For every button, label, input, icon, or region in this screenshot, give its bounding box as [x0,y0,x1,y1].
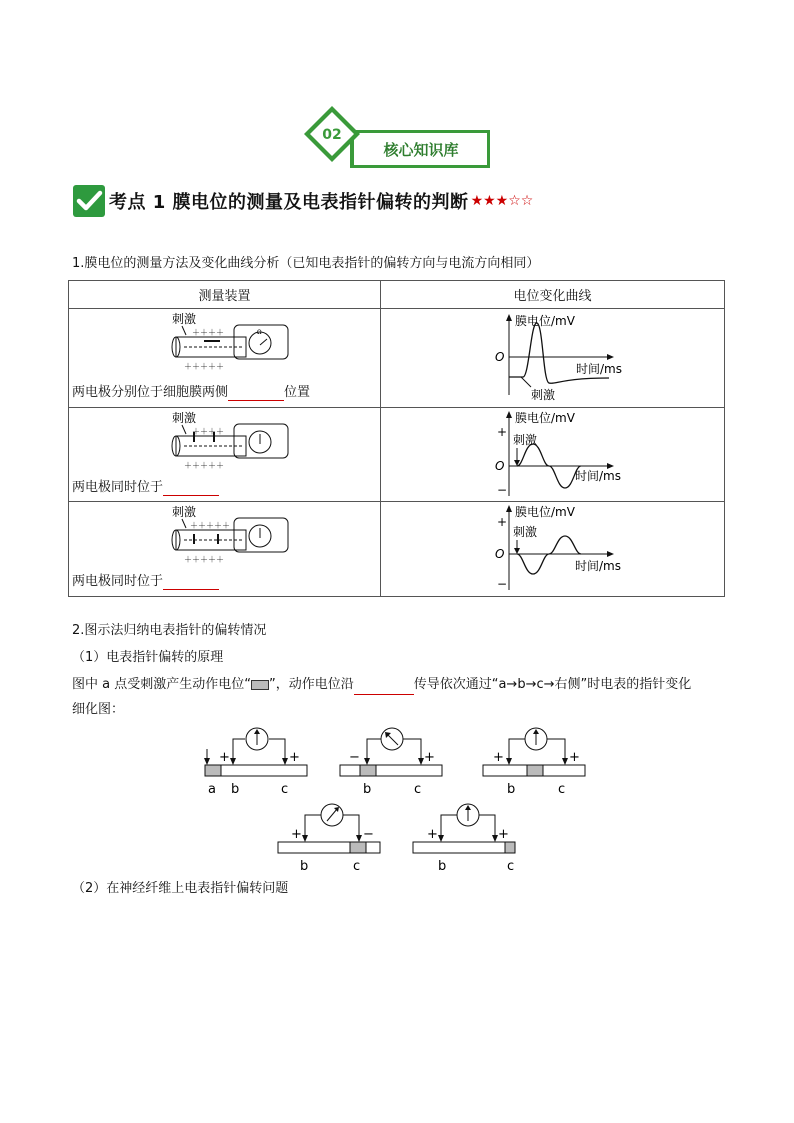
point-c-label: c [281,782,289,797]
x-axis-label: 时间/ms [576,362,622,376]
section-banner [304,104,494,170]
point-a-label: a [208,782,216,797]
p4-part-c: 传导依次通过“a→b→c→右侧”时电表的指针变化 [413,677,692,692]
point-c-label: c [507,859,515,874]
galvanometer-figures [195,725,605,875]
svg-text:＋＋＋＋＋: ＋＋＋＋＋ [184,461,224,470]
section-title: 考点 1 膜电位的测量及电表指针偏转的判断 [109,192,469,213]
y-axis-label: 膜电位/mV [515,505,575,519]
table-row [69,502,725,597]
row-caption: 两电极同时位于 [72,574,164,589]
answer-blank[interactable] [163,480,219,496]
table-header-curve: 电位变化曲线 [381,281,725,309]
origin-label: O [495,547,505,561]
table-row [69,408,725,502]
y-axis-label: 膜电位/mV [515,314,575,328]
difficulty-stars: ★★★☆☆ [470,193,534,209]
figure-step-2 [340,728,442,797]
point-b-label: b [363,782,372,797]
plus-label: + [497,425,508,439]
potential-curve-biphasic-reverse [491,502,731,594]
point-c-label: c [558,782,566,797]
point-c-label: c [353,859,361,874]
svg-text:Ω: Ω [257,329,262,336]
potential-curve-action [491,311,731,405]
stimulus-mark: 刺激 [531,388,556,402]
paragraph-1: 1.膜电位的测量方法及变化曲线分析（已知电表指针的偏转方向与电流方向相同） [72,256,540,271]
paragraph-3: （1）电表指针偏转的原理 [72,650,224,665]
point-c-label: c [414,782,422,797]
point-b-label: b [300,859,309,874]
figure-step-3 [483,728,585,797]
potential-curve-biphasic [491,408,731,500]
electrode-device-diagram [164,504,304,568]
plus-label: + [497,515,508,529]
svg-text:＋＋＋＋: ＋＋＋＋ [192,328,224,337]
table-header-device: 测量装置 [69,281,381,309]
section-heading [73,184,533,218]
answer-blank[interactable] [163,574,219,590]
plus-label: + [289,750,300,765]
minus-label: − [349,750,360,765]
row-caption: 两电极同时位于 [72,480,164,495]
electrode-device-diagram [164,410,304,474]
svg-text:＋＋＋＋＋: ＋＋＋＋＋ [190,521,230,530]
stimulus-label: 刺激 [172,411,197,425]
plus-label: + [219,750,230,765]
stimulus-mark: 刺激 [513,433,538,447]
plus-label: + [424,750,435,765]
action-potential-icon [251,680,269,690]
point-b-label: b [231,782,240,797]
answer-blank[interactable] [354,676,414,695]
plus-label: + [427,827,438,842]
svg-text:＋＋＋＋＋: ＋＋＋＋＋ [184,555,224,564]
origin-label: O [495,350,505,364]
stimulus-mark: 刺激 [513,525,538,539]
svg-text:＋＋＋＋: ＋＋＋＋ [192,427,224,436]
paragraph-4 [72,676,691,695]
plus-label: + [493,750,504,765]
figure-step-1 [204,728,307,797]
p4-part-a: 图中 a 点受刺激产生动作电位“ [72,677,251,692]
row-caption-tail: 位置 [284,385,311,400]
electrode-device-diagram [164,311,304,375]
measurement-table [68,280,725,597]
stimulus-label: 刺激 [172,312,197,326]
point-b-label: b [507,782,516,797]
paragraph-6: （2）在神经纤维上电表指针偏转问题 [72,881,289,896]
x-axis-label: 时间/ms [575,559,621,573]
banner-title: 核心知识库 [383,141,459,159]
checkmark-icon [73,185,105,217]
plus-label: + [569,750,580,765]
minus-label: − [363,827,374,842]
figure-step-4 [278,804,380,874]
row-caption: 两电极分别位于细胞膜两侧 [72,385,229,400]
paragraph-2: 2.图示法归纳电表指针的偏转情况 [72,623,267,638]
plus-label: + [498,827,509,842]
stimulus-label: 刺激 [172,505,197,519]
answer-blank[interactable] [228,385,284,401]
banner-number: 02 [322,127,342,143]
table-row [69,309,725,408]
x-axis-label: 时间/ms [575,469,621,483]
minus-label: − [497,483,508,497]
minus-label: − [497,577,508,591]
point-b-label: b [438,859,447,874]
figure-step-5 [413,804,515,874]
svg-text:＋＋＋＋＋: ＋＋＋＋＋ [184,362,224,371]
origin-label: O [495,459,505,473]
y-axis-label: 膜电位/mV [515,411,575,425]
paragraph-5: 细化图： [72,702,125,717]
p4-part-b: ”，动作电位沿 [268,677,354,692]
plus-label: + [291,827,302,842]
